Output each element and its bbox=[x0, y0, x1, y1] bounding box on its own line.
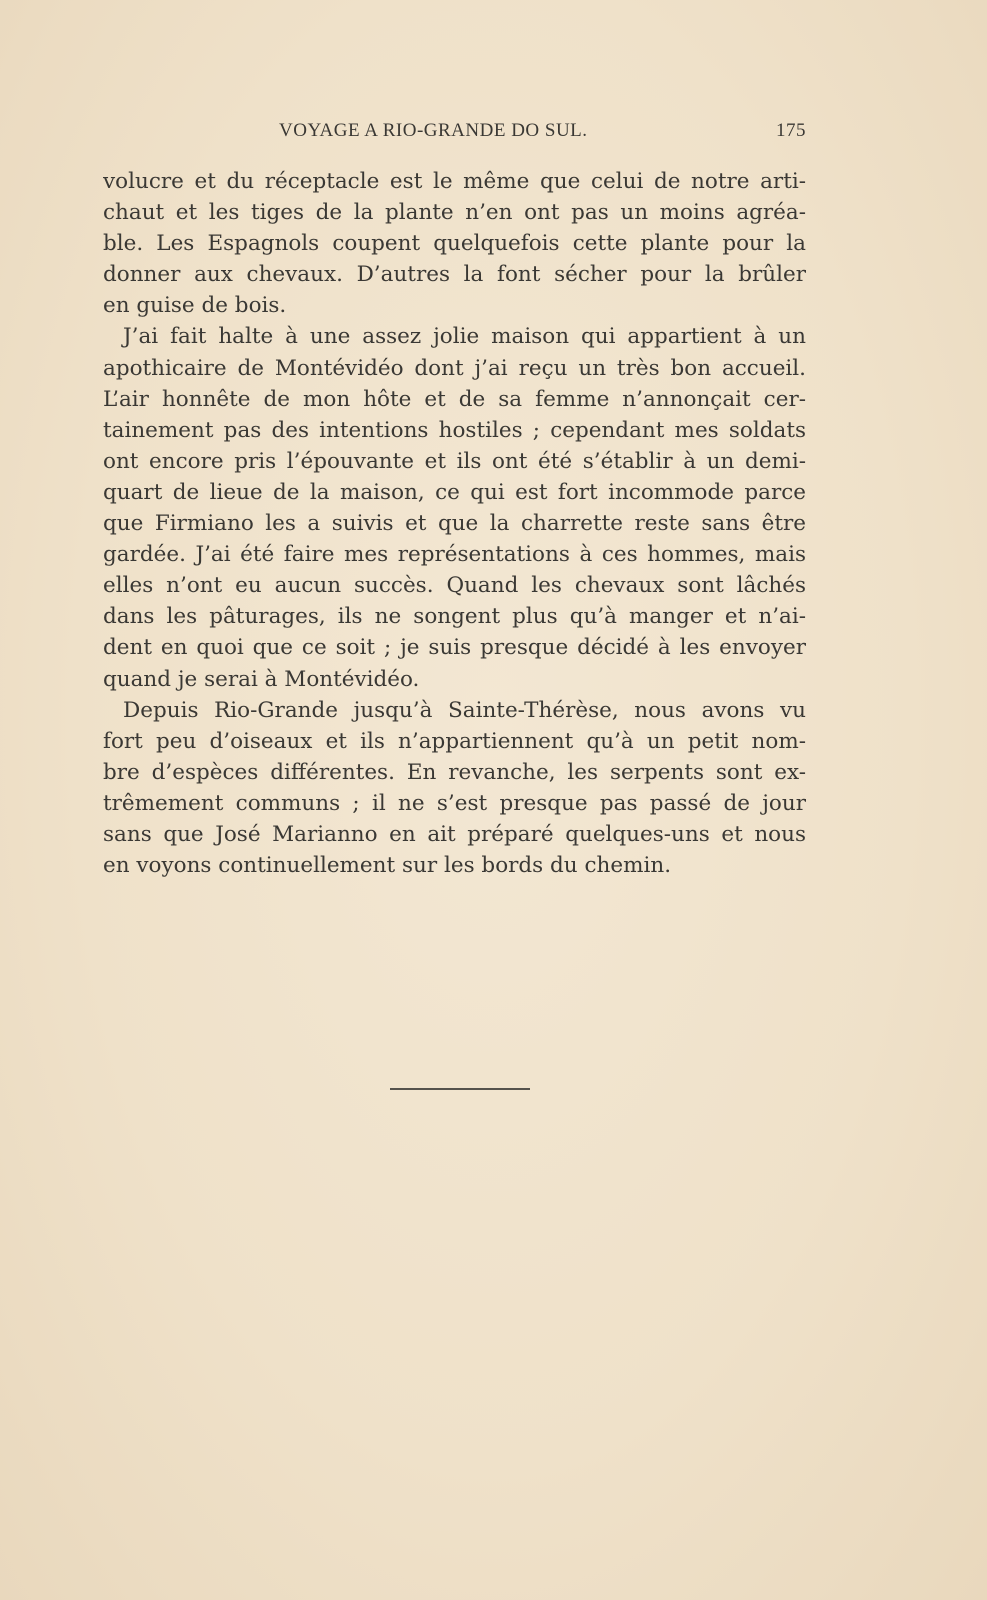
text-line: elles n’ont eu aucun succès. Quand les chevaux sont lâchés bbox=[103, 573, 806, 599]
body-text bbox=[103, 166, 806, 881]
text-line: donner aux chevaux. D’autres la font sécher pour la brûler bbox=[103, 262, 806, 288]
text-line: ont encore pris l’épouvante et ils ont été s’établir à un demi- bbox=[103, 448, 806, 474]
page-number: 175 bbox=[776, 120, 806, 141]
chapter-end-rule bbox=[390, 1088, 530, 1090]
text-line: L’air honnête de mon hôte et de sa femme n’annonçait cer- bbox=[103, 386, 806, 412]
text-line: trêmement communs ; il ne s’est presque pas passé de jour bbox=[103, 790, 806, 816]
text-line: fort peu d’oiseaux et ils n’appartiennent qu’à un petit nom- bbox=[103, 728, 806, 754]
text-line: chaut et les tiges de la plante n’en ont pas un moins agréa- bbox=[103, 200, 806, 226]
paragraph-start-line: J’ai fait halte à une assez jolie maison qui appartient à un bbox=[123, 324, 806, 350]
text-line: gardée. J’ai été faire mes représentations à ces hommes, mais bbox=[103, 542, 806, 568]
text-line: dans les pâturages, ils ne songent plus qu’à manger et n’ai- bbox=[103, 604, 806, 630]
text-line: quand je serai à Montévidéo. bbox=[103, 666, 420, 692]
text-line: ble. Les Espagnols coupent quelquefois cette plante pour la bbox=[103, 231, 806, 257]
running-title: VOYAGE A RIO-GRANDE DO SUL. bbox=[279, 120, 588, 141]
text-line: en voyons continuellement sur les bords du chemin. bbox=[103, 853, 672, 879]
text-line: sans que José Marianno en ait préparé quelques-uns et nous bbox=[103, 821, 806, 847]
text-line: apothicaire de Montévidéo dont j’ai reçu un très bon accueil. bbox=[103, 355, 806, 381]
text-line: quart de lieue de la maison, ce qui est fort incommode parce bbox=[103, 479, 806, 505]
running-header bbox=[103, 120, 806, 146]
text-line: volucre et du réceptacle est le même que celui de notre arti- bbox=[103, 169, 806, 194]
text-line: tainement pas des intentions hostiles ; cependant mes soldats bbox=[103, 417, 806, 443]
text-line: dent en quoi que ce soit ; je suis presque décidé à les envoyer bbox=[103, 635, 806, 661]
text-line: en guise de bois. bbox=[103, 293, 287, 319]
text-line: bre d’espèces différentes. En revanche, les serpents sont ex- bbox=[103, 759, 806, 785]
text-line: que Firmiano les a suivis et que la charrette reste sans être bbox=[103, 511, 806, 537]
paragraph-start-line: Depuis Rio-Grande jusqu’à Sainte-Thérèse, nous avons vu bbox=[123, 697, 806, 723]
